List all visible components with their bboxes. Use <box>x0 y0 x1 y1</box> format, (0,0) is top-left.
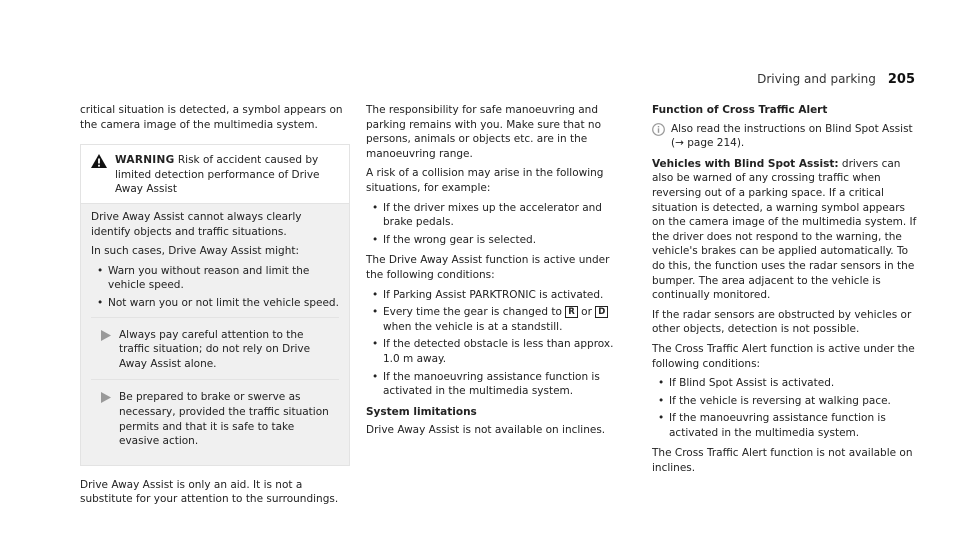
warning-box <box>80 144 350 466</box>
warning-icon <box>91 154 107 168</box>
section-heading: System limitations <box>366 405 477 418</box>
list-item: • If Parking Assist PARKTRONIC is activated. <box>366 288 628 303</box>
collision-list <box>366 201 628 248</box>
list-item: • Not warn you or not limit the vehicle speed. <box>91 296 339 311</box>
list-item: • If the driver mixes up the accelerator and brake pedals. <box>366 201 628 230</box>
warning-heading: Risk of accident caused by limited detection performance of Drive Away Assist <box>115 154 320 196</box>
warning-tip-text: Always pay careful attention to the traffic situation; do not rely on Drive Away Assist alone. <box>119 328 311 370</box>
list-item: • If the vehicle is reversing at walking pace. <box>652 394 918 409</box>
warning-list-intro: In such cases, Drive Away Assist might: <box>91 245 300 258</box>
list-item: • If the detected obstacle is less than approx. 1.0 m away. <box>366 337 628 366</box>
paragraph: The Drive Away Assist function is active under the following conditions: <box>366 254 610 281</box>
info-note <box>652 122 918 151</box>
warning-tip <box>91 317 339 380</box>
paragraph: The responsibility for safe manoeuvring and parking remains with you. Make sure that no persons, animals or objects etc. are in the manoeuvring range. <box>366 104 601 160</box>
list-item: • If the manoeuvring assistance function is activated in the multimedia system. <box>652 411 918 440</box>
list-item: • If the wrong gear is selected. <box>366 233 628 248</box>
conditions-list <box>366 288 628 399</box>
warning-header <box>81 145 349 203</box>
paragraph: The Cross Traffic Alert function is not available on inclines. <box>652 447 913 475</box>
column-left <box>80 103 350 512</box>
warning-tip <box>91 379 339 456</box>
outro-paragraph: Drive Away Assist is only an aid. It is not a substitute for your attention to the surroundings. <box>80 478 339 506</box>
info-text: Also read the instructions on Blind Spot Assist (→ page 214). <box>671 122 913 150</box>
play-arrow-icon <box>101 330 111 341</box>
conditions-list <box>652 376 918 440</box>
paragraph: The Cross Traffic Alert function is active under the following conditions: <box>652 342 915 370</box>
warning-body <box>81 203 349 465</box>
intro-paragraph: critical situation is detected, a symbol appears on the camera image of the multimedia system. <box>80 104 343 131</box>
gear-d-key: D <box>595 306 608 318</box>
warning-label: WARNING <box>115 154 175 167</box>
column-right <box>652 103 918 481</box>
list-item: • If Blind Spot Assist is activated. <box>652 376 918 391</box>
play-arrow-icon <box>101 392 111 403</box>
column-middle <box>366 103 628 443</box>
list-item: • Warn you without reason and limit the vehicle speed. <box>91 264 339 293</box>
list-item: • Every time the gear is changed to R or D when the vehicle is at a standstill. <box>366 305 628 334</box>
page-number: 205 <box>887 72 915 87</box>
paragraph: Vehicles with Blind Spot Assist: drivers can also be warned of any crossing traffic when reversing out of a parking space. If a critical situation is detected, a warning symbol appears on the camera image of the multimedia system. If the driver does not respond to the warning, the vehicle's brakes can be applied automatically. To do this, the function uses the radar sensors in the bumper. The area adjacent to the vehicle is continually monitored. <box>652 157 917 302</box>
section-heading: Function of Cross Traffic Alert <box>652 104 828 116</box>
list-item: • If the manoeuvring assistance function is activated in the multimedia system. <box>366 370 628 399</box>
gear-r-key: R <box>565 306 578 318</box>
warning-list <box>91 264 339 311</box>
page-header <box>757 72 915 87</box>
section-title: Driving and parking <box>757 72 876 86</box>
paragraph: A risk of a collision may arise in the following situations, for example: <box>366 167 604 194</box>
warning-tip-text: Be prepared to brake or swerve as necessary, provided the traffic situation permits and that it is safe to take evasive action. <box>119 391 329 448</box>
bsa-label: Vehicles with Blind Spot Assist: <box>652 157 839 170</box>
paragraph: Drive Away Assist is not available on inclines. <box>366 424 606 437</box>
paragraph: If the radar sensors are obstructed by vehicles or other objects, detection is not possible. <box>652 308 912 336</box>
info-icon <box>652 123 665 136</box>
warning-text: Drive Away Assist cannot always clearly identify objects and traffic situations. <box>91 210 302 238</box>
